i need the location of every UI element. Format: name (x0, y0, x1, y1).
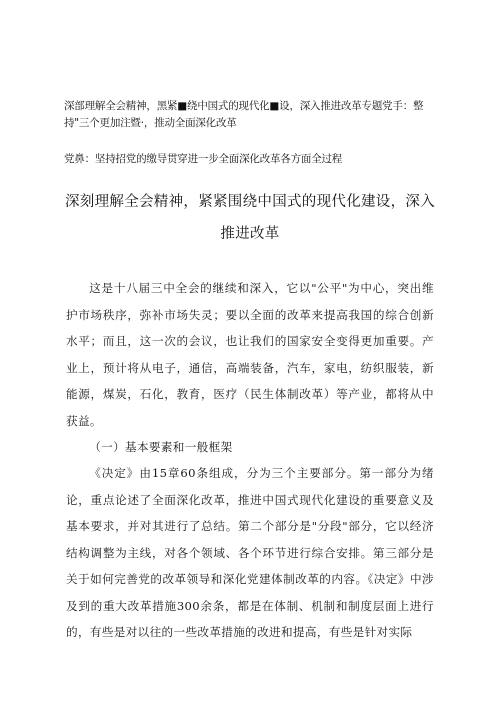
paragraph-text: 这是十八届三中全会的继续和深入，它以"公平"为中心，突出维护市场秩序，弥补市场失灵；要以全面的改革来提高我国的综合创新水平；而且，这一次的会议，也让我们的国家安全变得更加重要。产业上，预计将从电子，通信，高端装备，汽车，家电，纺织服装，新能源，煤炭，石化，教育，医疗（民生体制改革）等产业，都将从中获益。 (66, 281, 434, 428)
section-heading-text: （一）基本要素和一般框架 (89, 440, 233, 454)
body-paragraph-2 (66, 460, 434, 646)
header-line-2: 党鼻：坚持招党的缴导贯穿进一步全面深化改革各方面全过程 (64, 153, 343, 165)
document-title: 深刻理解全会精神，紧紧围绕中国式的现代化建设，深入推进改革 (65, 194, 435, 242)
section-heading-1 (66, 434, 434, 461)
header-line-1: 深部理解全会精神，黑紧■绕中国式的现代化■设，深入推进改革专题党手：整持"三个更加注暨·，推动全面深化改革 (64, 100, 424, 129)
body-paragraph-1 (66, 275, 434, 434)
paragraph-text: 《决定》由15章60条组成，分为三个主要部分。第一部分为绪论，重点论述了全面深化改革，推进中国式现代化建设的重要意义及基本要求，并对其进行了总结。第二个部分是"分段"部分，它以经济结构调整为主线，对各个领域、各个环节进行综合安排。第三部分是关于如何完善党的改革领导和深化党建体制改革的内容。《决定》中涉及到的重大改革措施300余条，都是在体制、机制和制度层面上进行的，有些是对以往的一些改革措施的改进和提高，有些是针对实际 (66, 466, 434, 639)
